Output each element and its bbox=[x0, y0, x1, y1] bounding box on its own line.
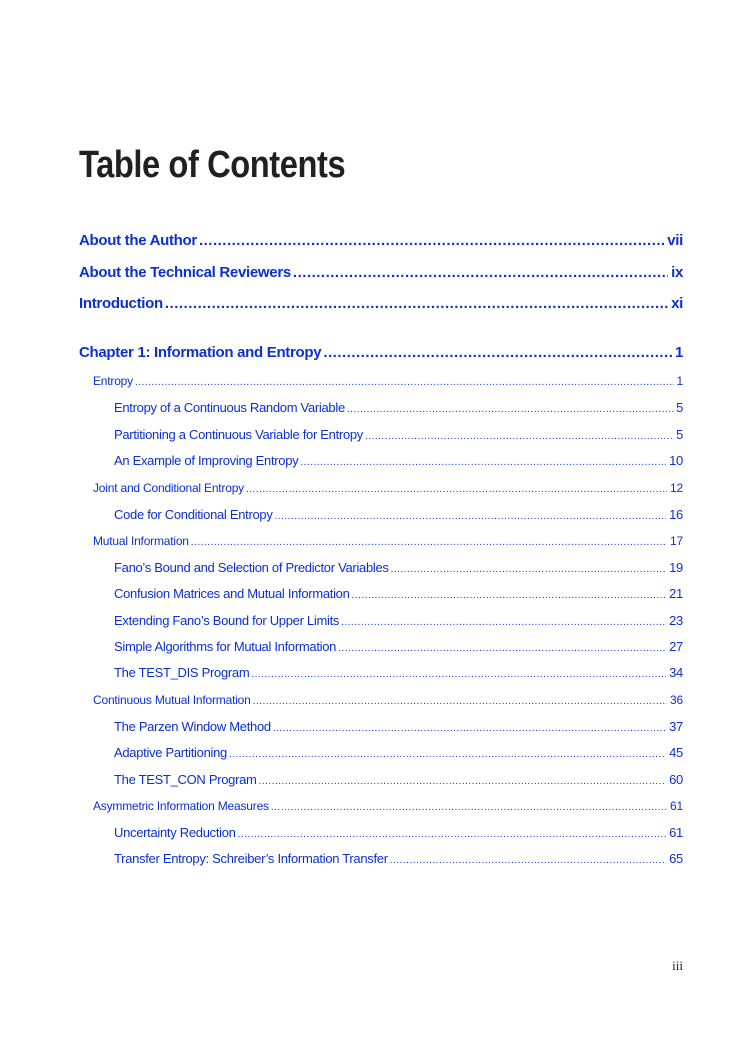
toc-entry-label: Entropy of a Continuous Random Variable bbox=[114, 400, 345, 415]
toc-entry-example-improving-entropy[interactable] bbox=[114, 453, 683, 468]
toc-entry-page: 5 bbox=[676, 400, 683, 415]
toc-entry-test-dis-program[interactable] bbox=[114, 665, 683, 680]
dot-leader bbox=[300, 457, 666, 468]
dot-leader bbox=[251, 669, 666, 680]
dot-leader bbox=[275, 511, 667, 522]
toc-entry-simple-algorithms[interactable] bbox=[114, 639, 683, 654]
dot-leader bbox=[253, 696, 667, 707]
toc-entry-partitioning-continuous-variable[interactable] bbox=[114, 427, 683, 442]
toc-entry-about-the-technical-reviewers[interactable] bbox=[79, 264, 683, 281]
dot-leader bbox=[347, 404, 673, 415]
toc-entry-label: The TEST_CON Program bbox=[114, 772, 257, 787]
toc-entry-page: 45 bbox=[669, 745, 683, 760]
toc-entry-asymmetric-information-measures[interactable] bbox=[93, 799, 683, 813]
toc-entry-entropy[interactable] bbox=[93, 374, 683, 388]
toc-entry-page: 12 bbox=[670, 481, 683, 495]
toc-entry-page: 23 bbox=[669, 613, 683, 628]
toc-entry-uncertainty-reduction[interactable] bbox=[114, 825, 683, 840]
toc-entry-extending-fanos-bound[interactable] bbox=[114, 613, 683, 628]
dot-leader bbox=[365, 431, 673, 442]
toc-entry-label: Code for Conditional Entropy bbox=[114, 507, 273, 522]
toc-entry-joint-conditional-entropy[interactable] bbox=[93, 481, 683, 495]
toc-entry-label: Transfer Entropy: Schreiber’s Information Transfer bbox=[114, 851, 388, 866]
toc-entry-page: 34 bbox=[669, 665, 683, 680]
toc-entry-label: Chapter 1: Information and Entropy bbox=[79, 344, 322, 361]
toc-entry-page: 61 bbox=[669, 825, 683, 840]
toc-entry-label: Simple Algorithms for Mutual Information bbox=[114, 639, 337, 654]
toc-entry-label: Confusion Matrices and Mutual Information bbox=[114, 586, 350, 601]
toc-entry-page: 1 bbox=[674, 344, 683, 361]
toc-entry-page: 16 bbox=[669, 507, 683, 522]
toc-entry-transfer-entropy[interactable] bbox=[114, 851, 683, 866]
toc-entry-label: Entropy bbox=[93, 374, 133, 388]
toc-entry-code-conditional-entropy[interactable] bbox=[114, 507, 683, 522]
toc-entry-adaptive-partitioning[interactable] bbox=[114, 745, 683, 760]
toc-entry-page: 65 bbox=[669, 851, 683, 866]
toc-entry-label: About the Technical Reviewers bbox=[79, 264, 291, 281]
dot-leader bbox=[229, 749, 666, 760]
toc-entry-introduction[interactable] bbox=[79, 295, 683, 312]
dot-leader bbox=[259, 776, 667, 787]
toc-entry-label: Adaptive Partitioning bbox=[114, 745, 227, 760]
toc-entry-page: 60 bbox=[669, 772, 683, 787]
toc-entry-page: 10 bbox=[669, 453, 683, 468]
toc-entry-page: 19 bbox=[669, 560, 683, 575]
dot-leader bbox=[271, 802, 667, 813]
toc-entry-label: The Parzen Window Method bbox=[114, 719, 271, 734]
toc-entry-label: An Example of Improving Entropy bbox=[114, 453, 299, 468]
toc-entry-confusion-matrices[interactable] bbox=[114, 586, 683, 601]
toc-entry-label: Mutual Information bbox=[93, 534, 189, 548]
toc-entry-page: 1 bbox=[676, 374, 683, 388]
toc-entry-label: About the Author bbox=[79, 232, 197, 249]
toc-entry-page: vii bbox=[667, 232, 683, 249]
toc-entry-about-the-author[interactable] bbox=[79, 232, 683, 249]
dot-leader bbox=[323, 344, 672, 361]
toc-entry-page: ix bbox=[671, 264, 683, 281]
dot-leader bbox=[238, 829, 667, 840]
toc-entry-page: xi bbox=[671, 295, 683, 312]
dot-leader bbox=[391, 564, 667, 575]
toc-entry-chapter-1[interactable] bbox=[79, 344, 683, 361]
page-number: iii bbox=[672, 958, 683, 973]
dot-leader bbox=[191, 537, 667, 548]
toc-entry-fanos-bound-selection[interactable] bbox=[114, 560, 683, 575]
toc-entry-page: 37 bbox=[669, 719, 683, 734]
dot-leader bbox=[352, 590, 667, 601]
toc-entry-label: Fano’s Bound and Selection of Predictor Variables bbox=[114, 560, 389, 575]
toc-entry-test-con-program[interactable] bbox=[114, 772, 683, 787]
toc-entry-page: 61 bbox=[670, 799, 683, 813]
toc-entry-page: 27 bbox=[669, 639, 683, 654]
toc-entry-page: 36 bbox=[670, 693, 683, 707]
toc-entry-continuous-mutual-information[interactable] bbox=[93, 693, 683, 707]
dot-leader bbox=[135, 377, 674, 388]
toc-entry-page: 21 bbox=[669, 586, 683, 601]
dot-leader bbox=[293, 264, 668, 281]
dot-leader bbox=[165, 295, 668, 312]
toc-entry-label: Extending Fano’s Bound for Upper Limits bbox=[114, 613, 340, 628]
page-title: Table of Contents bbox=[79, 144, 346, 186]
dot-leader bbox=[199, 232, 664, 249]
dot-leader bbox=[338, 643, 666, 654]
toc-entry-page: 17 bbox=[670, 534, 683, 548]
toc-entry-label: Partitioning a Continuous Variable for Entropy bbox=[114, 427, 363, 442]
dot-leader bbox=[390, 855, 666, 866]
toc-entry-label: Introduction bbox=[79, 295, 163, 312]
toc-entry-mutual-information[interactable] bbox=[93, 534, 683, 548]
toc-entry-label: Continuous Mutual Information bbox=[93, 693, 251, 707]
toc-entry-label: The TEST_DIS Program bbox=[114, 665, 250, 680]
toc-entry-entropy-continuous-random-variable[interactable] bbox=[114, 400, 683, 415]
toc-entry-label: Uncertainty Reduction bbox=[114, 825, 236, 840]
dot-leader bbox=[273, 723, 666, 734]
toc-entry-label: Asymmetric Information Measures bbox=[93, 799, 269, 813]
toc-entry-page: 5 bbox=[676, 427, 683, 442]
toc-entry-parzen-window-method[interactable] bbox=[114, 719, 683, 734]
dot-leader bbox=[246, 484, 667, 495]
dot-leader bbox=[341, 617, 666, 628]
toc-entry-label: Joint and Conditional Entropy bbox=[93, 481, 244, 495]
